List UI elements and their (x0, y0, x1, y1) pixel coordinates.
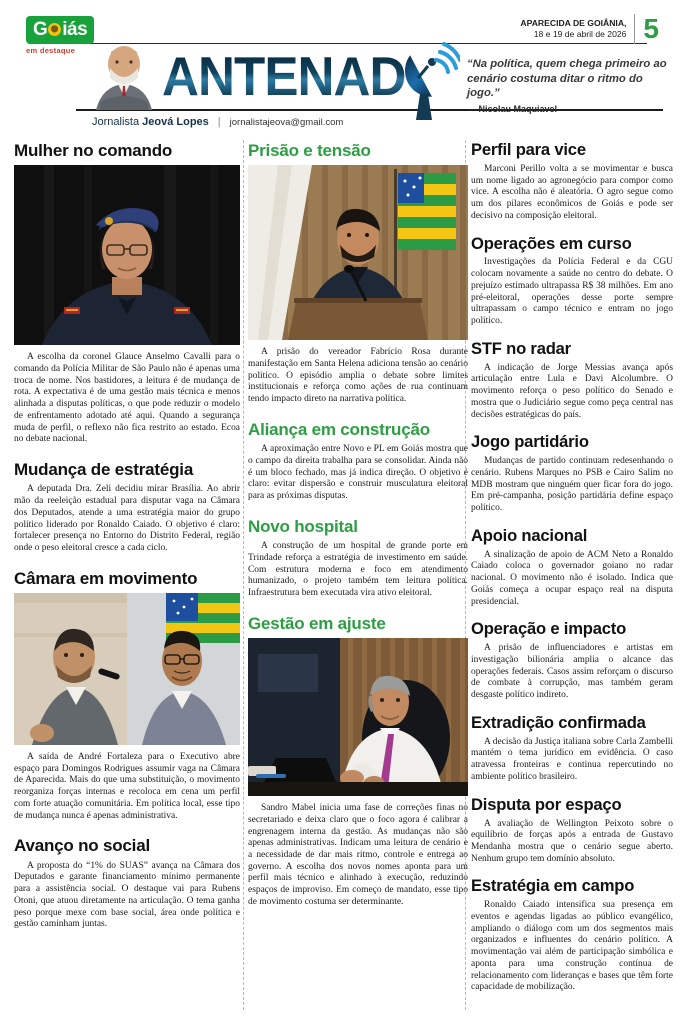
brand-logo-wordmark: G iás (26, 16, 94, 44)
article-operacao-e-impacto (471, 621, 673, 702)
dateline (520, 14, 659, 44)
article-camara-em-movimento (14, 570, 240, 823)
satellite-dish-icon (398, 42, 460, 120)
article-avanco-no-social (14, 837, 240, 931)
article-headline: STF no radar (471, 338, 571, 358)
article-headline: Apoio nacional (471, 525, 588, 545)
article-body: A proposta do “1% do SUAS” avança na Câmara dos Deputados e garante financiamento mínimo permanente para a assistência social. O destaque vai para Rubens Otoni, que atuou diretamente na articulação. O tema ganha peso porque mexe com base social, área onde política e gestão caminham juntas. (14, 860, 240, 930)
byline (92, 116, 343, 128)
column-2 (248, 140, 468, 909)
article-headline: Câmara em movimento (14, 568, 198, 588)
article-body: A decisão da Justiça italiana sobre Carla Zambelli mantém o tema jurídico em evidência. O caso atravessa fronteiras e continua repercutindo no ambiente político brasileiro. (471, 736, 673, 782)
article-headline: Disputa por espaço (471, 794, 622, 814)
article-headline: Novo hospital (248, 516, 358, 536)
article-headline: Gestão em ajuste (248, 613, 386, 633)
article-prisao-e-tensao (248, 142, 468, 406)
logo-emblem-icon (48, 23, 61, 36)
article-mulher-no-comando (14, 142, 240, 446)
dateline-date: 18 e 19 de abril de 2026 (533, 29, 627, 39)
article-headline: Mudança de estratégia (14, 460, 194, 480)
article-body: Mudanças de partido continuam redesenhando o cenário. Rubens Marques no PSB e Cairo Salim no MDB mostram que ninguém quer ficar fora do jogo. Em pré-campanha, posição partidária define espaço político. (471, 456, 673, 514)
article-body: Sandro Mabel inicia uma fase de correções finas no secretariado e deixa claro que o foco agora é calibrar a engrenagem interna da gestão. As mudanças não são apenas administrativas. Indicam uma leitura de cenário e a necessidade de dar mais ritmo, controle e entrega ao governo. A escolha dos novos nomes aponta para um perfil mais técnico e alinhado à execução, reduzindo espaços de improviso. Em começo de mandato, esse tipo de movimento costuma ser determinante. (248, 803, 468, 907)
photo-police-colonel (14, 165, 240, 345)
byline-prefix: Jornalista (92, 116, 140, 128)
byline-separator: | (217, 116, 221, 128)
article-headline: Prisão e tensão (248, 141, 371, 160)
article-body: A saída de André Fortaleza para o Executivo abre espaço para Domingos Rodrigues assumir vaga na Câmara de Aparecida. Mais do que uma substituição, o movimento reorganiza forças internas e recoloca em cena um perfil com forte atuação comunitária. Em política local, esse tipo de mudança nunca é apenas administrativa. (14, 752, 240, 821)
article-apoio-nacional (471, 525, 673, 609)
article-stf-no-radar (471, 338, 673, 422)
article-body: Investigações da Polícia Federal e da CGU colocam novamente a saúde no centro do debate. O prejuízo estimado ultrapassa R$ 38 milhões. Em ano pré-eleitoral, operações desse porte sempre ultrapassam o campo técnico e entram no jogo político. (471, 257, 673, 327)
article-body: Ronaldo Caiado intensifica sua presença em eventos e agendas ligadas ao público evangélico, ampliando o diálogo com um dos segmentos mais organizados e influentes do cenário político. A movimentação vai além de participação simbólica e aponta para uma construção contínua de relacionamento com lideranças e bases que têm forte capacidade de mobilização. (471, 900, 673, 993)
article-estrategia-em-campo (471, 878, 673, 994)
masthead (162, 45, 424, 107)
article-headline: Extradição confirmada (471, 712, 646, 732)
photo-governor-desk (248, 638, 468, 796)
article-operacoes-em-curso (471, 233, 673, 328)
quote-attribution: — Nicolau Maquiavel (467, 104, 558, 115)
quote-text: “Na política, quem chega primeiro ao cenário costuma ditar o ritmo do jogo.” (467, 58, 667, 100)
article-jogo-partidario (471, 434, 673, 515)
article-body: A prisão do vereador Fabrício Rosa durante manifestação em Santa Helena adiciona tensão ao cenário político. O episódio amplia o debate sobre limites institucionais e reforça como ações de rua continuam tendo impacto direto na narrativa política. (248, 347, 468, 405)
article-headline: Operação e impacto (471, 619, 627, 639)
article-body: Marconi Perillo volta a se movimentar e busca um nome ligado ao agronegócio para compor como vice. A escolha não é aleatória. O agro segue como um dos pilares econômicos de Goiás e pode ser decisivo na composição eleitoral. (471, 163, 673, 221)
masthead-title-text: ANTENAD (162, 45, 406, 107)
article-headline: Perfil para vice (471, 140, 586, 159)
article-alianca-em-construcao (248, 421, 468, 503)
column-1 (14, 140, 240, 931)
article-mudanca-de-estrategia (14, 461, 240, 555)
column-3 (471, 140, 673, 994)
article-body: A deputada Dra. Zeli decidiu mirar Brasília. Ao abrir mão da reeleição estadual para disputar vaga na Câmara dos Deputados, atende a uma estratégia maior do grupo político liderado por Ronaldo Caiado. O objetivo é claro: fortalecer presença no Entorno do Distrito Federal, região onde o peso eleitoral cresce a cada ciclo. (14, 484, 240, 553)
article-perfil-para-vice (471, 142, 673, 223)
byline-email: jornalistajeova@gmail.com (229, 117, 344, 128)
article-body: A construção de um hospital de grande porte em Trindade reforça a estratégia de investimento em saúde. Com estrutura moderna e foco em atendimento humanizado, o projeto também tem leitura política. Infraestrutura bem executada vira ativo eleitoral. (248, 541, 468, 599)
article-disputa-por-espaco (471, 794, 673, 866)
masthead-quote (467, 57, 672, 114)
page-number: 5 (643, 13, 659, 44)
journalist-photo (84, 38, 164, 110)
brand-logo-tagline: em destaque (26, 46, 76, 55)
article-headline: Operações em curso (471, 233, 632, 253)
article-headline: Avanço no social (14, 836, 150, 856)
photo-two-politicians (14, 593, 240, 745)
article-novo-hospital (248, 518, 468, 600)
article-headline: Mulher no comando (14, 141, 173, 160)
photo-councilman-podium (248, 165, 468, 340)
article-body: A prisão de influenciadores e artistas em investigação bilionária amplia o alcance das operações federais. Casos assim reforçam o discurso de combate à corrupção, mas também geram desgaste político indireto. (471, 643, 673, 701)
article-body: A aproximação entre Novo e PL em Goiás mostra que o campo da direita trabalha para se consolidar. Ainda não é um bloco fechado, mas já indica direção. O objetivo é claro: evitar dispersão e construir musculatura eleitoral para as próximas disputas. (248, 444, 468, 502)
article-gestao-em-ajuste (248, 615, 468, 909)
dateline-separator (634, 14, 635, 44)
byline-name: Jeová Lopes (142, 116, 209, 128)
article-body: A escolha da coronel Glauce Anselmo Cavalli para o comando da Polícia Militar de São Paulo não é apenas uma troca de nome. Nos bastidores, a leitura é de mudança de rota. A expectativa é de uma gestão mais técnica e menos alinhada a disputas políticas, o que pode reduzir o modelo de enfrentamento adotado até aqui. Quando a segurança muda de perfil, o reflexo não fica restrito ao estado. Ecoa no debate nacional. (14, 352, 240, 445)
article-headline: Estratégia em campo (471, 876, 635, 896)
article-body: A sinalização de apoio de ACM Neto a Ronaldo Caiado coloca o governador goiano no radar nacional. O movimento não é isolado. Indica que Goiás começa a ocupar espaço real na disputa presidencial. (471, 549, 673, 607)
article-headline: Jogo partidário (471, 432, 589, 452)
article-headline: Aliança em construção (248, 419, 430, 439)
dateline-city: APARECIDA DE GOIÂNIA, (520, 18, 627, 29)
article-body: A avaliação de Wellington Peixoto sobre o equilíbrio de forças após a entrada de Gustavo Mendanha mostra que o cenário segue aberto. Nenhum grupo tem domínio absoluto. (471, 818, 673, 864)
article-body: A indicação de Jorge Messias avança após articulação entre Lula e Davi Alcolumbre. O movimento reforça o peso político do Senado e mostra que o Judiciário segue como peça central nas decisões estratégicas do país. (471, 362, 673, 420)
column-divider (243, 140, 244, 1010)
article-extradicao-confirmada (471, 712, 673, 784)
